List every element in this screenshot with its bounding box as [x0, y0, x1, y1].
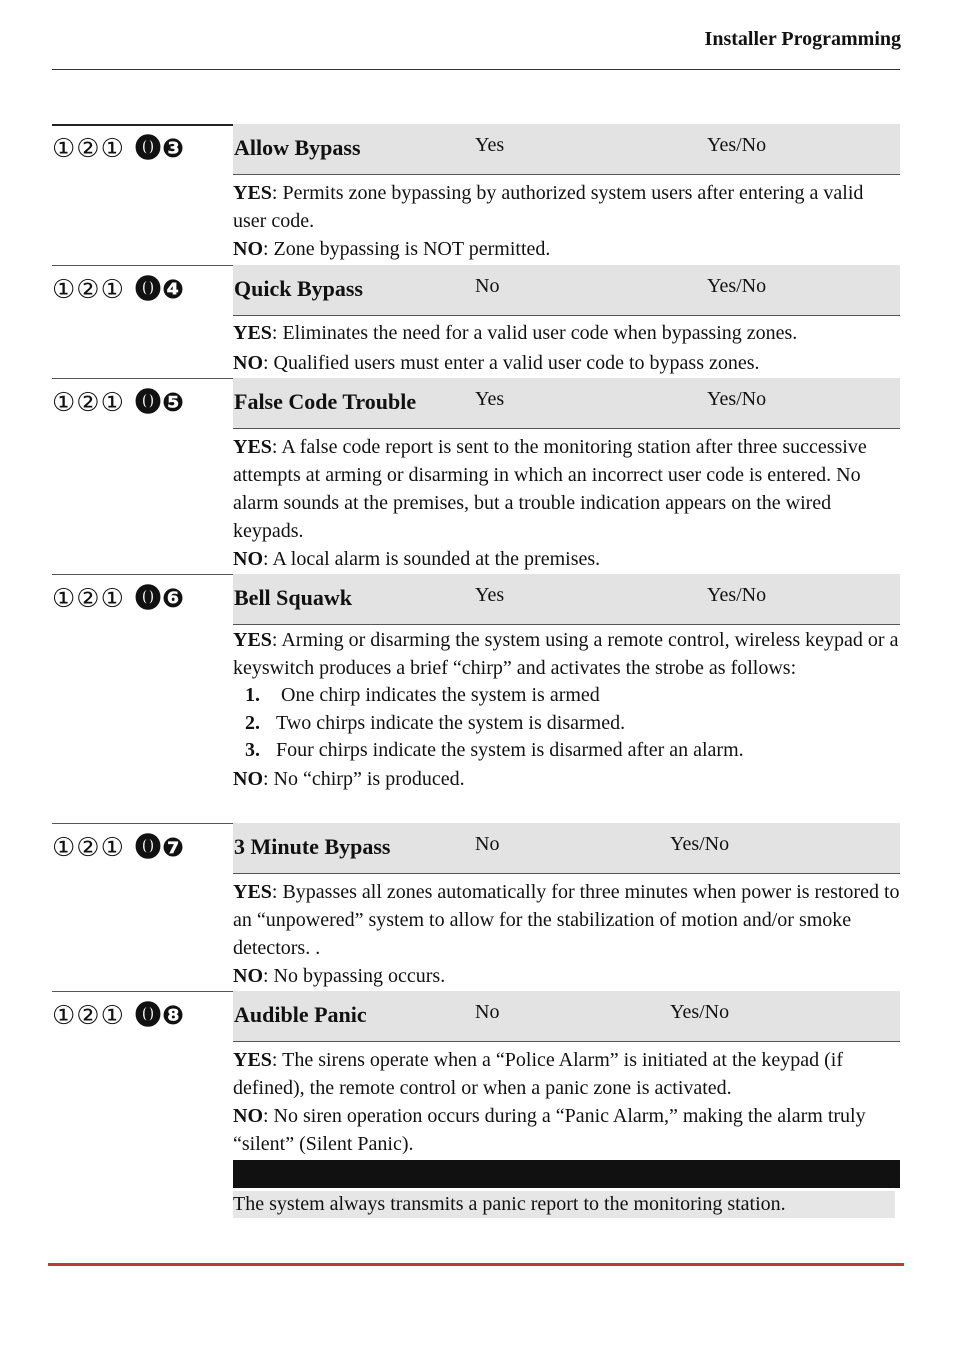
option-description [233, 433, 900, 573]
footer-divider [48, 1263, 904, 1266]
option-allow-bypass [52, 124, 900, 265]
option-header-bar [233, 265, 900, 316]
menu-code: ①②① ⓿❻ [52, 584, 185, 614]
no-description: NO: Qualified users must enter a valid user code to bypass zones. [233, 352, 760, 374]
menu-code: ①②① ⓿❸ [52, 134, 185, 164]
option-default: No [475, 1001, 500, 1023]
yes-description: YES: Permits zone bypassing by authorized system users after entering a valid user code. [233, 182, 864, 232]
option-range: Yes/No [707, 134, 767, 156]
page-header-title: Installer Programming [704, 28, 901, 50]
option-false-code-trouble [52, 378, 900, 574]
option-default: Yes [475, 584, 505, 606]
note-header-bar [233, 1160, 900, 1188]
yes-description: YES: Arming or disarming the system using a remote control, wireless keypad or a keyswitch produces a brief “chirp” and activates the strobe as follows: [233, 629, 899, 679]
option-name: Allow Bypass [234, 135, 361, 160]
option-name: Audible Panic [234, 1002, 367, 1027]
option-range: Yes/No [670, 833, 730, 855]
option-header-bar [233, 991, 900, 1042]
option-bell-squawk [52, 574, 900, 823]
option-description [233, 179, 900, 263]
option-default: Yes [475, 134, 505, 156]
list-item: 3. Four chirps indicate the system is disarmed after an alarm. [245, 739, 744, 761]
option-range: Yes/No [670, 1001, 730, 1023]
no-description: NO: No “chirp” is produced. [233, 767, 465, 790]
header-divider [52, 69, 900, 70]
option-3-minute-bypass [52, 823, 900, 991]
chirp-list [233, 682, 900, 765]
yes-description: YES: A false code report is sent to the monitoring station after three successive attempts at arming or disarming in which an incorrect user code is entered. No alarm sounds at the premises, but a trouble indication appears on the wired keypads. [233, 436, 867, 542]
option-header-bar [233, 823, 900, 874]
yes-description: YES: Bypasses all zones automatically for three minutes when power is restored to an “unpowered” system to allow for the stabilization of motion and/or smoke detectors. . [233, 881, 900, 959]
option-name: Quick Bypass [234, 276, 363, 301]
option-header-bar [233, 574, 900, 625]
option-default: No [475, 275, 500, 297]
option-range: Yes/No [707, 584, 767, 606]
menu-code: ①②① ⓿❺ [52, 388, 185, 418]
option-description [233, 878, 900, 990]
yes-description: YES: Eliminates the need for a valid user code when bypassing zones. [233, 322, 798, 344]
option-default: Yes [475, 388, 505, 410]
list-item: 2. Two chirps indicate the system is disarmed. [245, 711, 626, 734]
option-description [233, 1046, 900, 1158]
option-header-bar [233, 124, 900, 175]
option-header-bar [233, 378, 900, 429]
option-name: False Code Trouble [234, 389, 417, 414]
option-audible-panic [52, 991, 900, 1161]
note-text: The system always transmits a panic report to the monitoring station. [233, 1191, 895, 1218]
option-default: No [475, 833, 500, 855]
option-name: 3 Minute Bypass [234, 834, 391, 859]
option-quick-bypass [52, 265, 900, 378]
yes-description: YES: The sirens operate when a “Police Alarm” is initiated at the keypad (if defined), the remote control or when a panic zone is activated. [233, 1049, 844, 1099]
no-description: NO: A local alarm is sounded at the premises. [233, 548, 601, 570]
menu-code: ①②① ⓿❽ [52, 1001, 185, 1031]
no-description: NO: No bypassing occurs. [233, 965, 446, 987]
option-description [233, 318, 900, 378]
menu-code: ①②① ⓿❹ [52, 275, 185, 305]
option-name: Bell Squawk [234, 585, 352, 610]
menu-code: ①②① ⓿❼ [52, 833, 185, 863]
list-item: 1. One chirp indicates the system is armed [245, 684, 600, 706]
no-description: NO: Zone bypassing is NOT permitted. [233, 238, 551, 260]
option-range: Yes/No [707, 388, 767, 410]
option-range: Yes/No [707, 275, 767, 297]
no-description: NO: No siren operation occurs during a “Panic Alarm,” making the alarm truly “silent” (Silent Panic). [233, 1105, 866, 1155]
option-description [233, 626, 900, 793]
